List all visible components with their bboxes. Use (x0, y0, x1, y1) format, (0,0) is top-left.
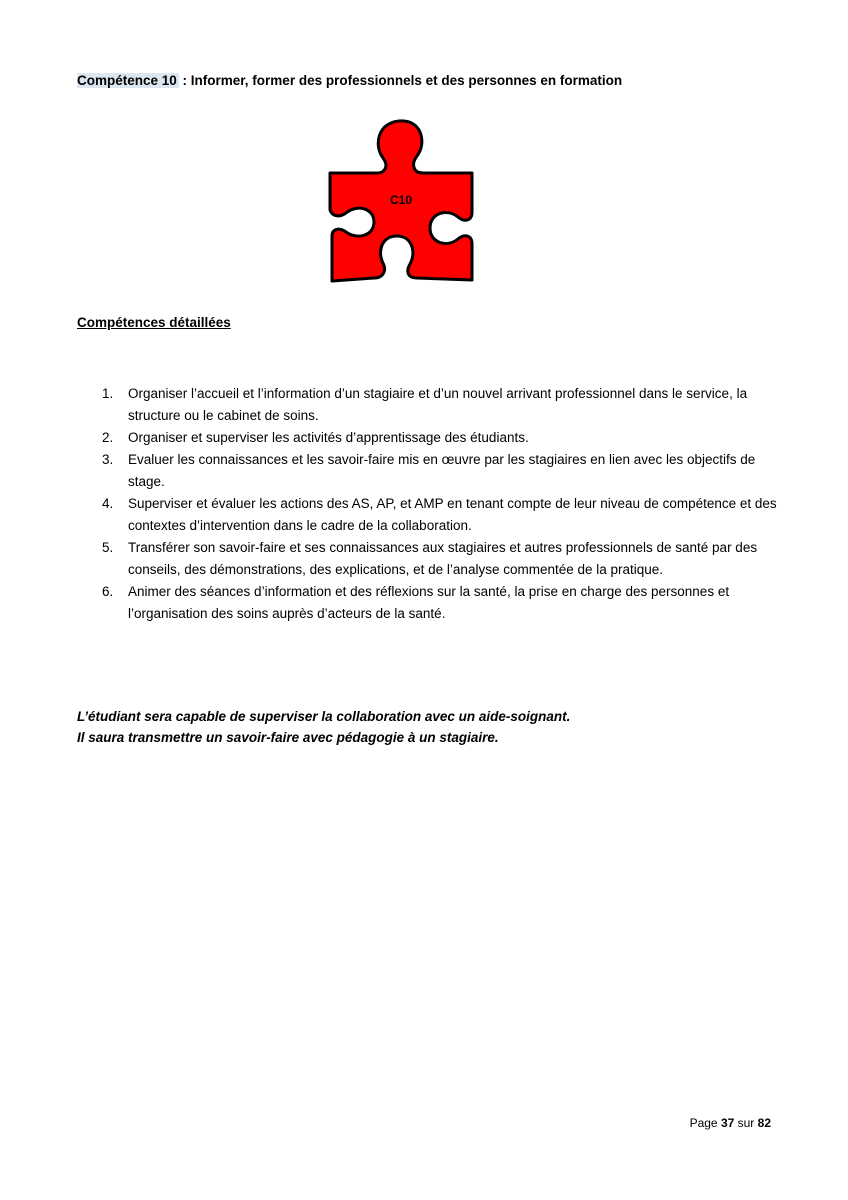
conclusion-line-1: L’étudiant sera capable de superviser la collaboration avec un aide-soignant. (77, 709, 571, 724)
list-item (77, 383, 777, 427)
list-item (77, 449, 777, 493)
detailed-competences-title: Compétences détaillées (77, 315, 231, 330)
competence-title: : Informer, former des professionnels et des personnes en formation (178, 73, 623, 88)
list-item-text: Transférer son savoir-faire et ses connaissances aux stagiaires et autres professionnels de santé par des conseils, des démonstrations, des explications, et de l’analyse commentée de la pratique. (128, 540, 758, 577)
list-item-number: 5. (102, 540, 114, 555)
page-total: 82 (757, 1116, 771, 1130)
competence-label: Compétence 10 (77, 73, 177, 88)
list-item-text: Organiser l’accueil et l’information d’un stagiaire et d’un nouvel arrivant professionnel dans le service, la structure ou le cabinet de soins. (128, 386, 748, 423)
list-item-number: 3. (102, 452, 114, 467)
competence-heading (77, 72, 797, 90)
page-middle: sur (734, 1116, 758, 1130)
list-item-number: 4. (102, 496, 114, 511)
page-prefix: Page (689, 1116, 721, 1130)
conclusion (77, 706, 797, 748)
list-item (77, 427, 777, 449)
detailed-competences-list (77, 383, 777, 625)
list-item-text: Animer des séances d’information et des réflexions sur la santé, la prise en charge des personnes et l’organisation des soins auprès d’acteurs de la santé. (128, 584, 730, 621)
list-item-number: 2. (102, 430, 114, 445)
list-item (77, 493, 777, 537)
list-item (77, 537, 777, 581)
list-item (77, 581, 777, 625)
page-current: 37 (720, 1116, 735, 1130)
page-footer (690, 1116, 771, 1130)
puzzle-label: C10 (389, 193, 412, 207)
list-item-text: Superviser et évaluer les actions des AS, AP, et AMP en tenant compte de leur niveau de compétence et des contextes d’intervention dans le cadre de la collaboration. (128, 496, 777, 533)
conclusion-line-2: Il saura transmettre un savoir-faire avec pédagogie à un stagiaire. (77, 730, 499, 745)
list-item-text: Evaluer les connaissances et les savoir-faire mis en œuvre par les stagiaires en lien avec les objectifs de stage. (128, 452, 756, 489)
list-item-number: 6. (102, 584, 114, 599)
list-item-number: 1. (102, 386, 114, 401)
list-item-text: Organiser et superviser les activités d’apprentissage des étudiants. (128, 430, 529, 445)
